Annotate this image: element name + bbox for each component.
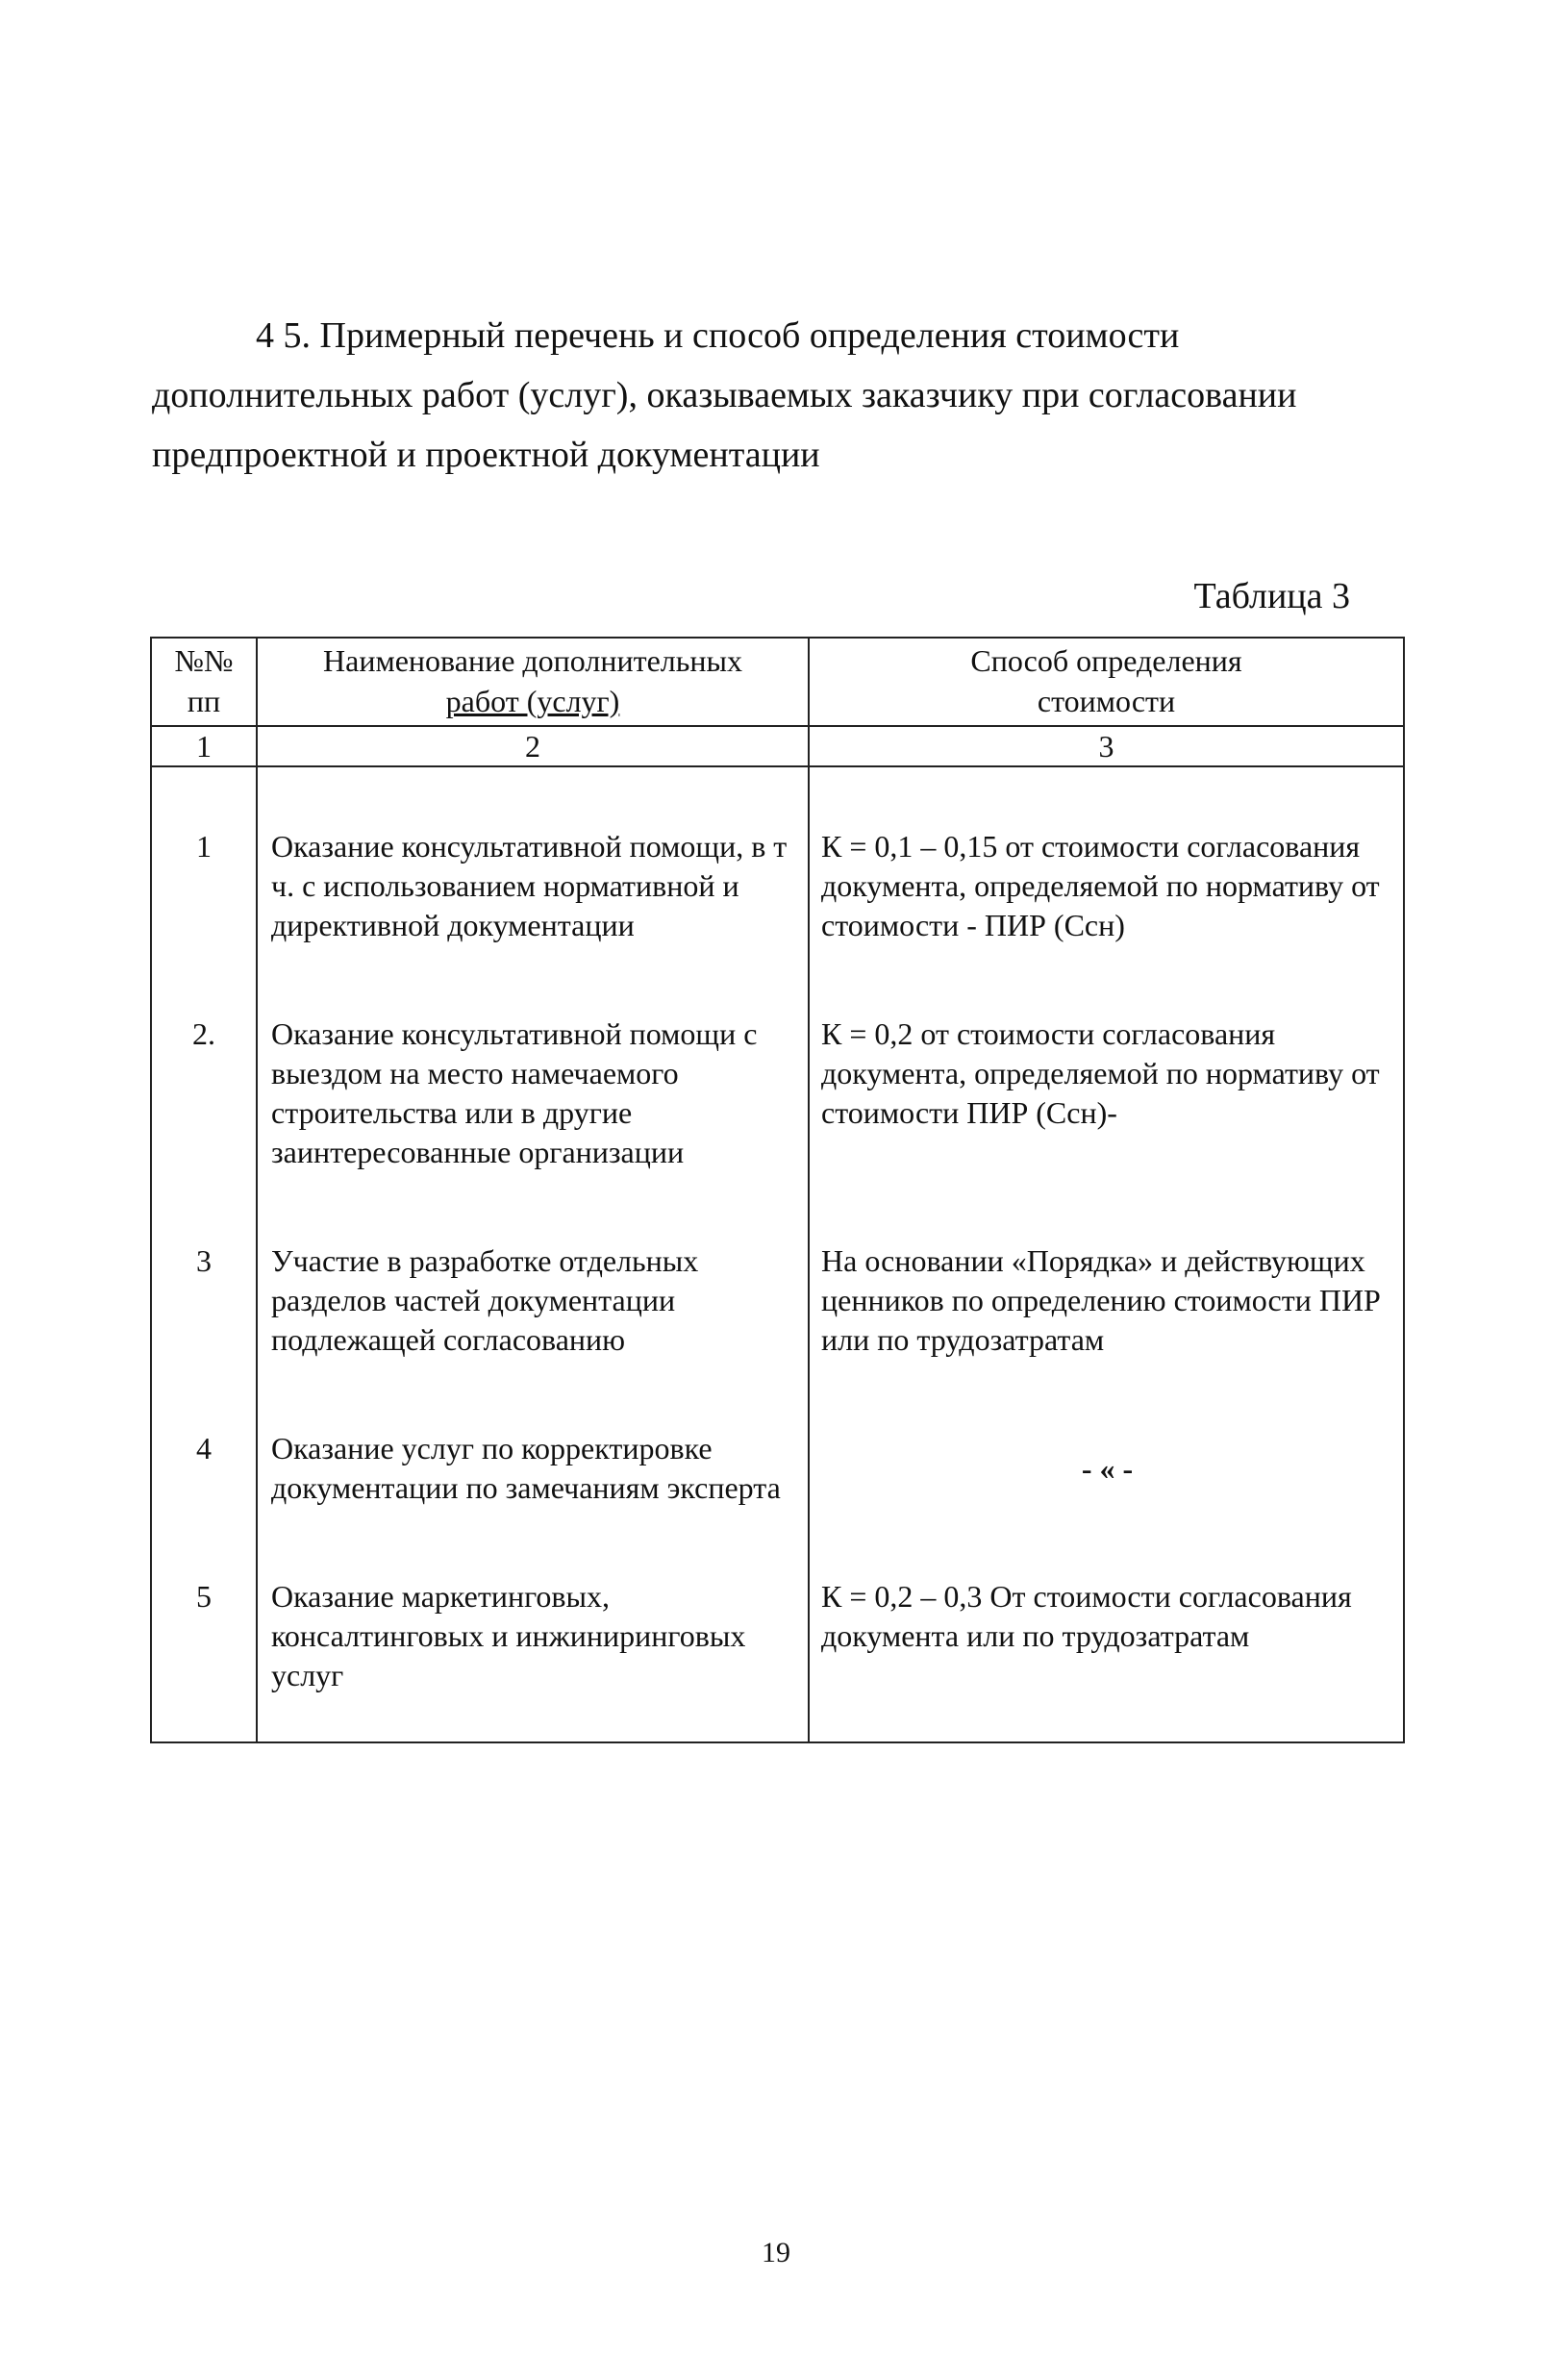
row-number: 1 [151, 766, 257, 945]
service-name: Оказание маркетинговых, консалтинговых и инжиниринговых услуг [257, 1577, 809, 1742]
row-number: 2. [151, 1015, 257, 1172]
page-number: 19 [762, 2237, 790, 2268]
row-spacer [151, 1172, 1404, 1241]
header-method-line2: стоимости [1037, 684, 1176, 718]
table-row [151, 766, 1404, 945]
table-row [151, 1241, 1404, 1360]
header-number-line2: пп [187, 684, 221, 718]
table-header-row [151, 638, 1404, 726]
header-name-line1: Наименование дополнительных [323, 643, 742, 678]
column-number-1: 1 [151, 726, 257, 766]
header-method-line1: Способ определения [970, 643, 1242, 678]
row-number: 4 [151, 1429, 257, 1508]
service-name: Оказание консультативной помощи с выездом на место намечаемого строительства или в другие заинтересованные организации [257, 1015, 809, 1172]
row-number: 5 [151, 1577, 257, 1742]
header-number-line1: №№ [174, 643, 234, 678]
cost-method: На основании «Порядка» и действующих ценников по определению стоимости ПИР или по трудозатратам [809, 1241, 1404, 1360]
table-row [151, 1015, 1404, 1172]
header-number [151, 638, 257, 726]
service-name: Оказание консультативной помощи, в т ч. с использованием нормативной и директивной документации [257, 766, 809, 945]
table-row [151, 1577, 1404, 1742]
section-heading: 4 5. Примерный перечень и способ определения стоимости дополнительных работ (услуг), оказываемых заказчику при согласовании предпроектной и проектной документации [152, 315, 1297, 475]
cost-method: К = 0,2 – 0,3 От стоимости согласования документа или по трудозатратам [809, 1577, 1404, 1742]
row-spacer [151, 1508, 1404, 1577]
service-name: Оказание услуг по корректировке документации по замечаниям эксперта [257, 1429, 809, 1508]
row-number: 3 [151, 1241, 257, 1360]
row-spacer [151, 1360, 1404, 1429]
table-label: Таблица 3 [1193, 576, 1350, 616]
header-method [809, 638, 1404, 726]
cost-method: К = 0,2 от стоимости согласования документа, определяемой по нормативу от стоимости ПИР (Cсн)- [809, 1015, 1404, 1172]
column-number-3: 3 [809, 726, 1404, 766]
cost-method: К = 0,1 – 0,15 от стоимости согласования документа, определяемой по нормативу от стоимости - ПИР (Cсн) [809, 766, 1404, 945]
header-name-line2: работ (услуг) [445, 684, 620, 718]
table-row [151, 1429, 1404, 1508]
column-number-2: 2 [257, 726, 809, 766]
row-spacer [151, 945, 1404, 1015]
service-name: Участие в разработке отдельных разделов частей документации подлежащей согласованию [257, 1241, 809, 1360]
cost-method-ditto: - « - [809, 1429, 1404, 1508]
services-table [150, 637, 1405, 1743]
header-name [257, 638, 809, 726]
column-number-row [151, 726, 1404, 766]
